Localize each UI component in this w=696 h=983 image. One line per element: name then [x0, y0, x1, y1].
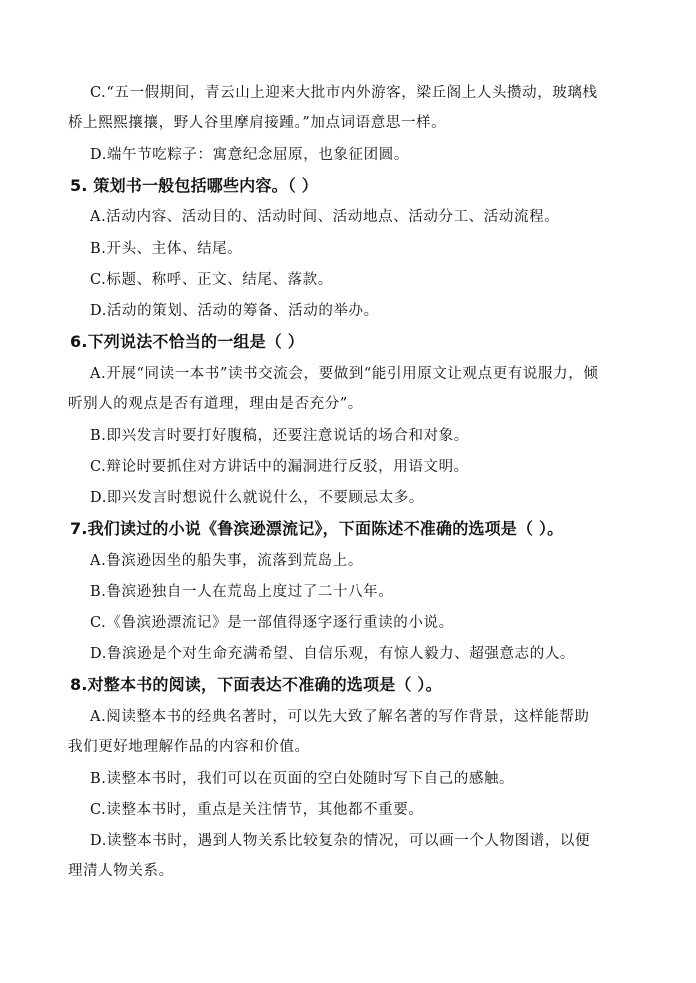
q6-stem: 6.下列说法不恰当的一组是（ ）	[70, 332, 304, 351]
q8-option-a-line2: 我们更好地理解作品的内容和价值。	[68, 739, 310, 755]
q8-option-c: C.读整本书时，重点是关注情节，其他都不重要。	[90, 802, 424, 818]
q6-option-c: C.辩论时要抓住对方讲话中的漏洞进行反驳，用语文明。	[90, 459, 469, 475]
q8-option-b: B.读整本书时，我们可以在页面的空白处随时写下自己的感触。	[90, 771, 515, 787]
q6-option-a-line2: 听别人的观点是否有道理，理由是否充分”。	[68, 396, 363, 412]
q5-option-b: B.开头、主体、结尾。	[90, 241, 243, 257]
q8-option-d-line1: D.读整本书时，遇到人物关系比较复杂的情况，可以画一个人物图谱，以便	[90, 833, 591, 849]
q5-option-d: D.活动的策划、活动的筹备、活动的举办。	[90, 303, 379, 319]
q5-stem: 5. 策划书一般包括哪些内容。（ ）	[70, 176, 318, 195]
q7-option-d: D.鲁滨逊是个对生命充满希望、自信乐观，有惊人毅力、超强意志的人。	[90, 646, 576, 662]
q8-stem: 8.对整本书的阅读，下面表达不准确的选项是（ ）。	[70, 675, 442, 694]
q8-option-d-line2: 理清人物关系。	[68, 863, 174, 879]
q8-option-a-line1: A.阅读整本书的经典名著时，可以先大致了解名著的写作背景，这样能帮助	[90, 709, 590, 725]
q7-option-c: C.《鲁滨逊漂流记》是一部值得逐字逐行重读的小说。	[90, 615, 454, 631]
q7-stem: 7.我们读过的小说《鲁滨逊漂流记》，下面陈述不准确的选项是（ ）。	[70, 519, 564, 538]
q5-option-c: C.标题、称呼、正文、结尾、落款。	[90, 272, 333, 288]
q7-option-a: A.鲁滨逊因坐的船失事，流落到荒岛上。	[90, 553, 363, 569]
q6-option-a-line1: A.开展“同读一本书”读书交流会，要做到“能引用原文让观点更有说服力，倾	[90, 366, 599, 382]
q4-option-c-line2: 桥上熙熙攘攘，野人谷里摩肩接踵。”加点词语意思一样。	[68, 115, 447, 131]
q7-option-b: B.鲁滨逊独自一人在荒岛上度过了二十八年。	[90, 584, 394, 600]
q4-option-c-line1: C.“五一假期间，青云山上迎来大批市内外游客，梁丘阁上人头攒动，玻璃栈	[90, 85, 598, 101]
q6-option-b: B.即兴发言时要打好腹稿，还要注意说话的场合和对象。	[90, 428, 469, 444]
q6-option-d: D.即兴发言时想说什么就说什么，不要顾忌太多。	[90, 490, 425, 506]
q5-option-a: A.活动内容、活动目的、活动时间、活动地点、活动分工、活动流程。	[90, 209, 560, 225]
q4-option-d: D.端午节吃粽子：寓意纪念屈原，也象征团圆。	[90, 147, 409, 163]
